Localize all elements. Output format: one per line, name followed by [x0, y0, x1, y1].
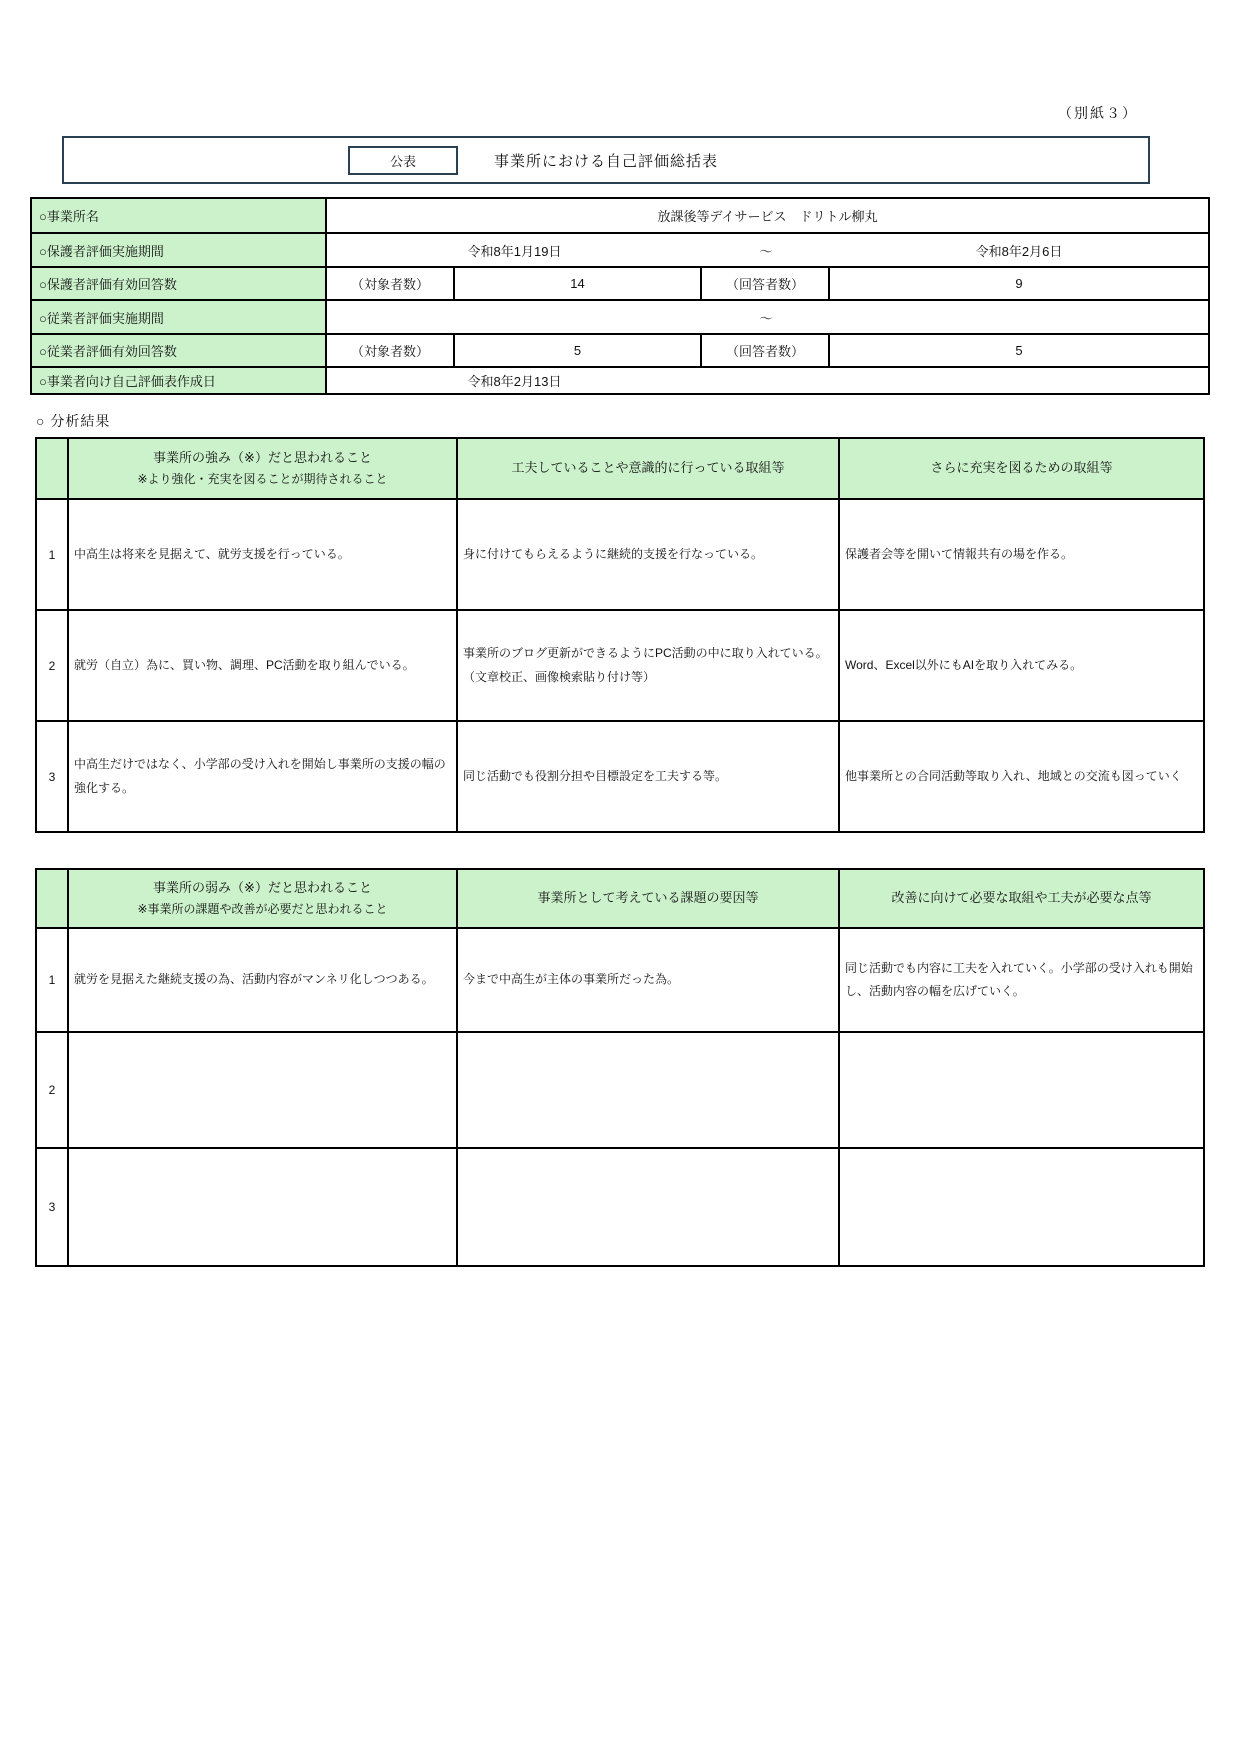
strengths-header-col1-line1: 事業所の強み（※）だと思われること	[153, 450, 372, 466]
weaknesses-header-col3: 改善に向けて必要な取組や工夫が必要な点等	[840, 870, 1203, 927]
self-eval-date-cell	[327, 368, 1208, 393]
weakness-2-improvements	[840, 1033, 1203, 1147]
weaknesses-header-row	[37, 870, 1203, 927]
strength-2-efforts: 事業所のブログ更新ができるようにPC活動の中に取り入れている。（文章校正、画像検索貼り付け等）	[458, 611, 840, 720]
weakness-2-point	[69, 1033, 458, 1147]
guardian-period-value	[327, 234, 1208, 266]
strengths-header-row	[37, 439, 1203, 498]
weaknesses-row-2	[37, 1031, 1203, 1147]
info-row-guardian-period	[32, 232, 1208, 266]
weakness-3-point	[69, 1149, 458, 1265]
business-name-value: 放課後等デイサービス ドリトル柳丸	[657, 209, 878, 224]
info-row-business-name	[32, 199, 1208, 232]
info-row-guardian-responses	[32, 266, 1208, 299]
strengths-row-3	[37, 720, 1203, 831]
weaknesses-header-col2: 事業所として考えている課題の要因等	[458, 870, 840, 927]
analysis-section-title: ○ 分析結果	[36, 413, 111, 429]
staff-period-label: ○従業者評価実施期間	[32, 301, 327, 333]
staff-responses-label: ○従業者評価有効回答数	[32, 335, 327, 366]
guardian-target-count-value: 14	[455, 268, 702, 299]
strengths-row-1	[37, 498, 1203, 609]
strengths-table	[35, 437, 1205, 833]
strength-2-point: 就労（自立）為に、買い物、調理、PC活動を取り組んでいる。	[69, 611, 458, 720]
strengths-header-col1	[69, 439, 458, 498]
weakness-1-cause: 今まで中高生が主体の事業所だった為。	[458, 929, 840, 1031]
weakness-2-cause	[458, 1033, 840, 1147]
page-title: 事業所における自己評価総括表	[494, 152, 719, 170]
guardian-responses-label: ○保護者評価有効回答数	[32, 268, 327, 299]
weakness-1-improvements: 同じ活動でも内容に工夫を入れていく。小学部の受け入れも開始し、活動内容の幅を広げていく。	[845, 960, 1193, 998]
business-name-label: ○事業所名	[32, 199, 327, 232]
weaknesses-header-col1-line2: ※事業所の課題や改善が必要だと思われること	[137, 902, 388, 917]
strengths-header-col2: 工夫していることや意識的に行っている取組等	[458, 439, 840, 498]
guardian-respondent-count-value: 9	[1015, 276, 1023, 291]
row-number: 3	[37, 722, 69, 831]
staff-respondent-count-label: （回答者数）	[702, 335, 830, 366]
row-number: 1	[37, 929, 69, 1031]
strength-1-efforts: 身に付けてもらえるように継続的支援を行なっている。	[458, 500, 840, 609]
guardian-period-start: 令和8年1月19日	[467, 243, 562, 259]
row-number: 2	[37, 1033, 69, 1147]
strength-1-point: 中高生は将来を見据えて、就労支援を行っている。	[69, 500, 458, 609]
attachment-note: （別紙３）	[1058, 105, 1138, 121]
staff-target-count-value: 5	[455, 335, 702, 366]
guardian-period-end: 令和8年2月6日	[975, 243, 1063, 259]
publication-label-box	[348, 146, 458, 175]
tilde-symbol: ～	[759, 310, 773, 326]
strength-3-point: 中高生だけではなく、小学部の受け入れを開始し事業所の支援の幅の強化する。	[69, 722, 458, 831]
strengths-header-col1-line2: ※より強化・充実を図ることが期待されること	[137, 472, 388, 487]
weakness-1-point: 就労を見据えた継続支援の為、活動内容がマンネリ化しつつある。	[69, 929, 458, 1031]
self-eval-date-value: 令和8年2月13日	[467, 374, 562, 389]
staff-respondent-count-value: 5	[1015, 343, 1023, 358]
guardian-period-label: ○保護者評価実施期間	[32, 234, 327, 266]
title-frame	[62, 136, 1150, 184]
info-row-self-eval-date	[32, 366, 1208, 393]
strengths-header-col3: さらに充実を図るための取組等	[840, 439, 1203, 498]
weakness-3-cause	[458, 1149, 840, 1265]
row-number: 3	[37, 1149, 69, 1265]
self-eval-date-label: ○事業者向け自己評価表作成日	[32, 368, 327, 393]
weaknesses-header-col1	[69, 870, 458, 927]
strengths-row-2	[37, 609, 1203, 720]
strength-1-improvements: 保護者会等を開いて情報共有の場を作る。	[845, 546, 1074, 561]
staff-period-value	[327, 301, 1208, 333]
strength-2-improvements: Word、Excel以外にもAIを取り入れてみる。	[845, 657, 1083, 672]
strength-3-efforts: 同じ活動でも役割分担や目標設定を工夫する等。	[458, 722, 840, 831]
weaknesses-corner-cell	[37, 870, 69, 927]
tilde-symbol: ～	[759, 243, 773, 259]
strength-3-improvements: 他事業所との合同活動等取り入れ、地域との交流も図っていく	[845, 768, 1182, 783]
publication-label: 公表	[389, 154, 416, 169]
row-number: 2	[37, 611, 69, 720]
weaknesses-header-col1-line1: 事業所の弱み（※）だと思われること	[153, 880, 372, 896]
strengths-corner-cell	[37, 439, 69, 498]
row-number: 1	[37, 500, 69, 609]
guardian-target-count-label: （対象者数）	[327, 268, 455, 299]
guardian-respondent-count-label: （回答者数）	[702, 268, 830, 299]
staff-target-count-label: （対象者数）	[327, 335, 455, 366]
weaknesses-row-3	[37, 1147, 1203, 1265]
info-row-staff-responses	[32, 333, 1208, 366]
info-table	[30, 197, 1210, 395]
info-row-staff-period	[32, 299, 1208, 333]
weaknesses-table	[35, 868, 1205, 1267]
weakness-3-improvements	[840, 1149, 1203, 1265]
weaknesses-row-1	[37, 927, 1203, 1031]
